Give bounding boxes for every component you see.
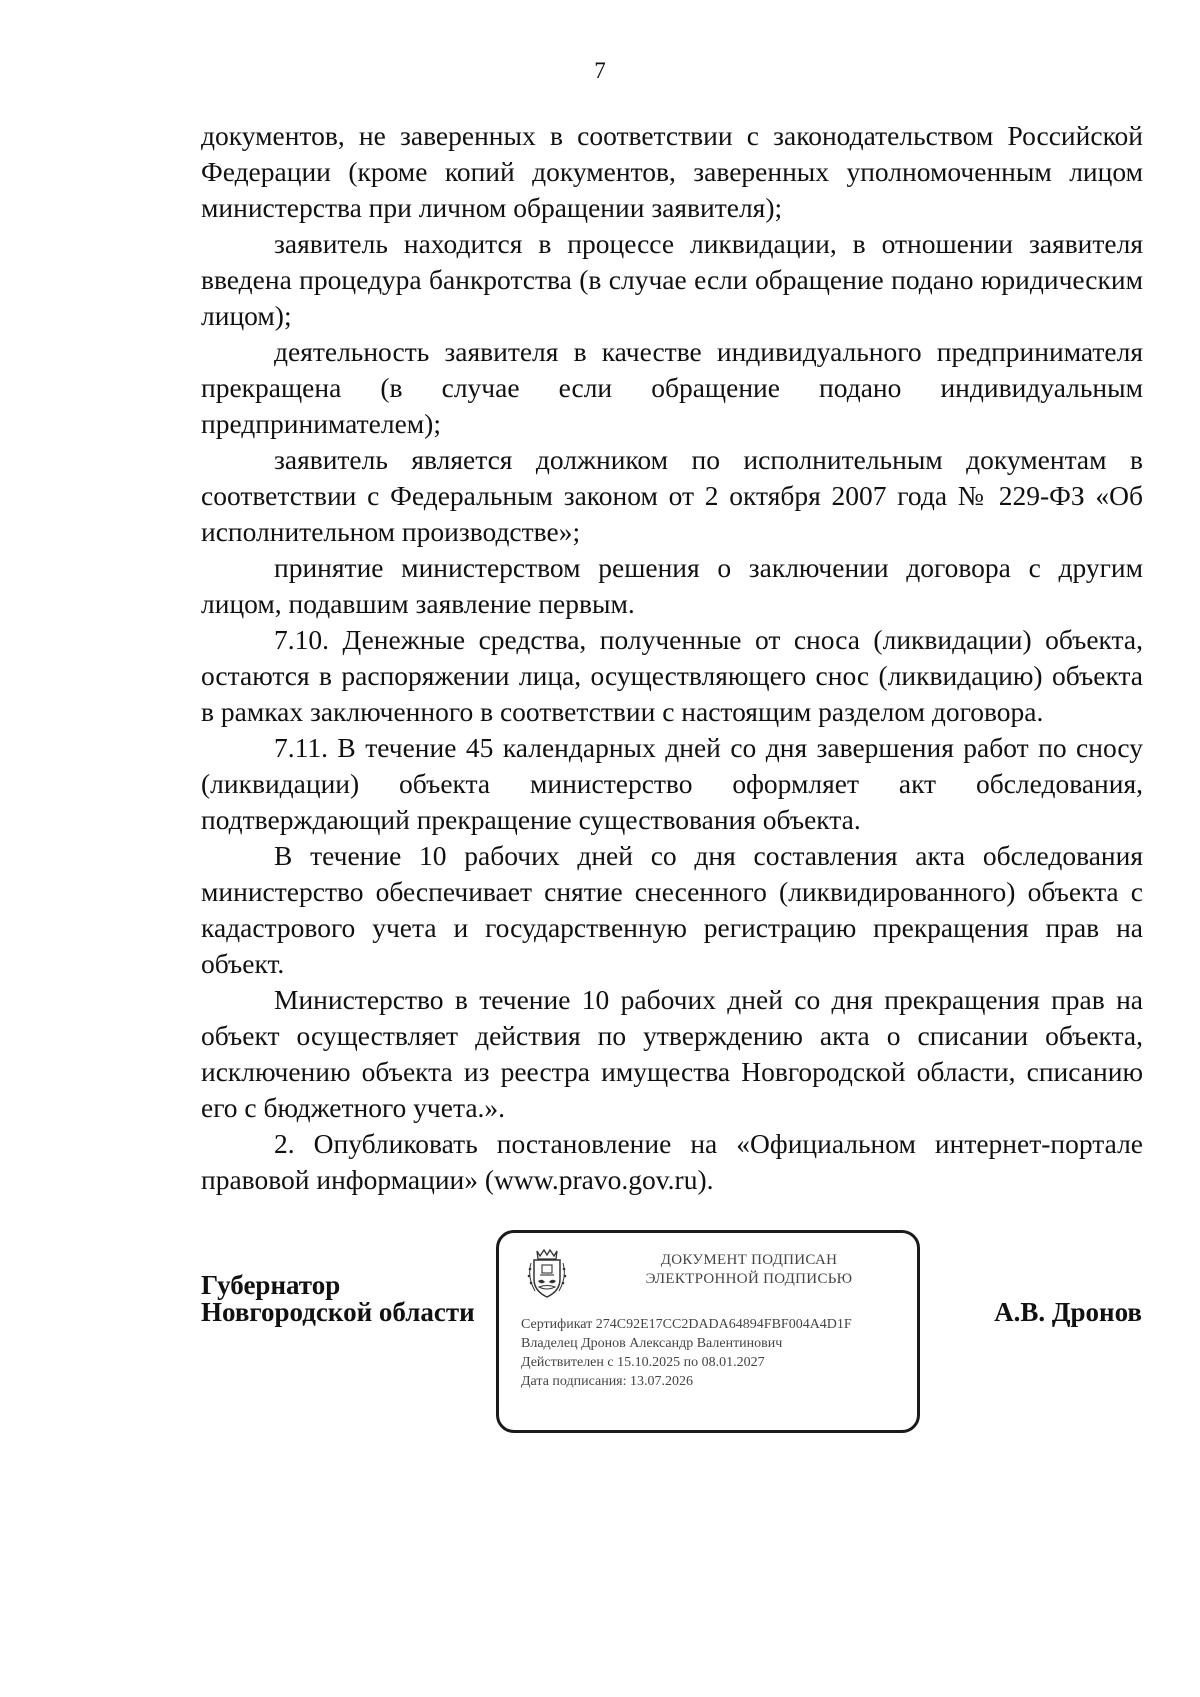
paragraph: документов, не заверенных в соответствии с законодательством Российской Федерации (кроме копий документов, заверенных уполномоченным лицом министерства при личном обращении заявителя); [201, 120, 1143, 223]
paragraph: В течение 10 рабочих дней со дня составления акта обследования министерство обеспечивает снятие снесенного (ликвидированного) объекта с кадастрового учета и государственную регистрацию прекращения прав на объект. [201, 840, 1143, 979]
signer-name: А.В. Дронов [994, 1297, 1142, 1327]
stamp-heading-line: ДОКУМЕНТ ПОДПИСАН [660, 1252, 838, 1268]
signer-title-line: Новгородской области [201, 1297, 475, 1327]
signer-title [201, 1272, 475, 1326]
paragraph: 7.10. Денежные средства, полученные от сноса (ликвидации) объекта, остаются в распоряжении лица, осуществляющего снос (ликвидацию) объекта в рамках заключенного в соответствии с настоящим разделом договора. [201, 624, 1143, 727]
paragraph: 2. Опубликовать постановление на «Официальном интернет-портале правовой информации» (www.pravo.gov.ru). [201, 1128, 1143, 1195]
paragraph: деятельность заявителя в качестве индивидуального предпринимателя прекращена (в случае если обращение подано индивидуальным предпринимателем); [201, 336, 1143, 439]
stamp-owner: Владелец Дронов Александр Валентинович [521, 1336, 783, 1351]
document-body [201, 118, 1143, 1198]
stamp-heading [599, 1251, 899, 1289]
stamp-validity: Действителен с 15.10.2025 по 08.01.2027 [521, 1355, 765, 1370]
novgorod-coat-of-arms-icon [525, 1247, 569, 1301]
signer-title-line: Губернатор [201, 1270, 341, 1300]
paragraph: принятие министерством решения о заключении договора с другим лицом, подавшим заявление первым. [201, 552, 1143, 619]
paragraph: 7.11. В течение 45 календарных дней со дня завершения работ по сносу (ликвидации) объекта министерство оформляет акт обследования, подтверждающий прекращение существования объекта. [201, 732, 1143, 835]
stamp-details [521, 1315, 852, 1391]
stamp-heading-line: ЭЛЕКТРОННОЙ ПОДПИСЬЮ [645, 1271, 853, 1287]
electronic-signature-stamp [496, 1230, 920, 1433]
paragraph: Министерство в течение 10 рабочих дней со дня прекращения прав на объект осуществляет действия по утверждению акта о списании объекта, исключению объекта из реестра имущества Новгородской области, списанию его с бюджетного учета.». [201, 984, 1143, 1123]
page-number: 7 [594, 58, 606, 83]
stamp-signed-date: Дата подписания: 13.07.2026 [521, 1374, 694, 1389]
paragraph: заявитель является должником по исполнительным документам в соответствии с Федеральным законом от 2 октября 2007 года № 229-ФЗ «Об исполнительном производстве»; [201, 444, 1143, 547]
stamp-certificate: Сертификат 274C92E17CC2DADA64894FBF004A4D1F [521, 1317, 852, 1332]
paragraph: заявитель находится в процессе ликвидации, в отношении заявителя введена процедура банкротства (в случае если обращение подано юридическим лицом); [201, 228, 1143, 331]
